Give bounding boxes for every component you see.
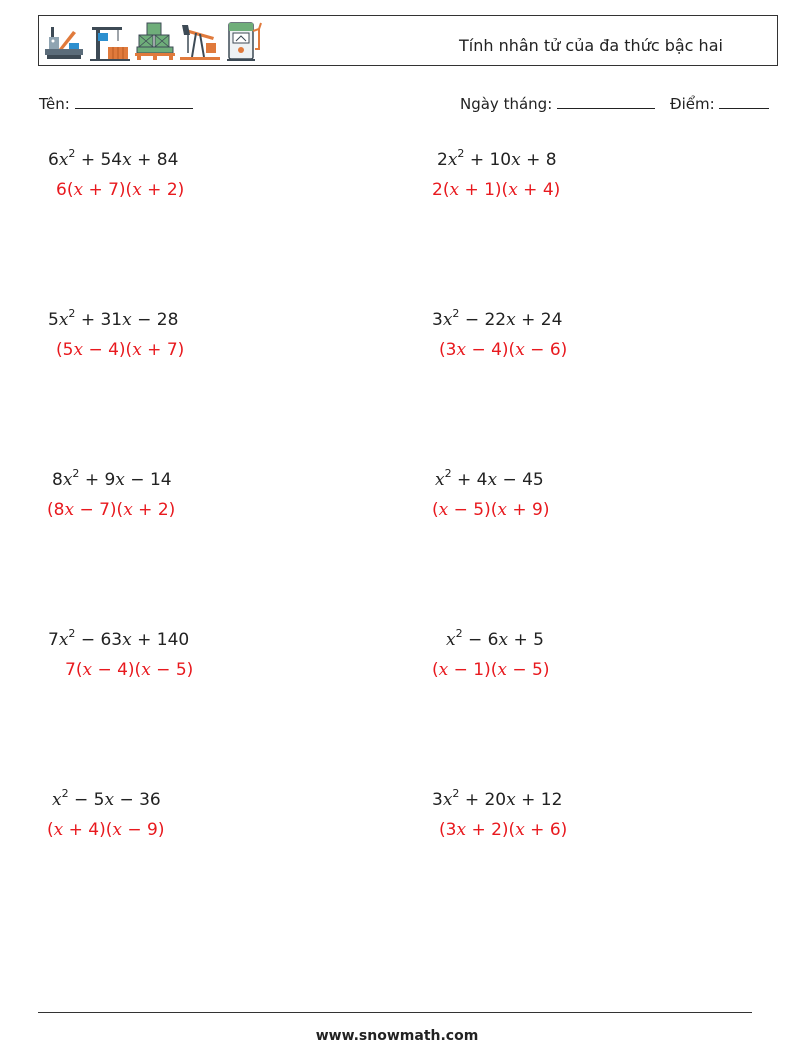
worksheet-title: Tính nhân tử của đa thức bậc hai <box>459 36 723 55</box>
problem-9 <box>47 787 165 840</box>
problem-question: $5x^2 + 31x - 28$ <box>48 307 179 330</box>
problem-question: $x^2 - 5x - 36$ <box>52 787 161 810</box>
date-label: Ngày tháng: <box>460 95 553 113</box>
score-label: Điểm: <box>670 95 715 113</box>
footer-site: www.snowmath.com <box>315 1028 479 1044</box>
problem-10 <box>432 787 568 840</box>
problem-answer: 6(x + 7)(x + 2) <box>56 180 185 200</box>
cargo-pallet-icon <box>133 19 177 63</box>
problem-question: $x^2 + 4x - 45$ <box>435 467 544 490</box>
problem-question: $x^2 - 6x + 5$ <box>446 627 544 650</box>
name-field <box>39 94 193 113</box>
problem-question: $8x^2 + 9x - 14$ <box>52 467 172 490</box>
problem-question: $7x^2 - 63x + 140$ <box>48 627 190 650</box>
problem-8 <box>432 627 550 680</box>
pump-jack-icon <box>178 19 222 63</box>
problem-6 <box>432 467 550 520</box>
problem-2 <box>432 147 561 200</box>
problem-question: $3x^2 - 22x + 24$ <box>432 307 563 330</box>
problem-1 <box>48 147 185 200</box>
score-blank[interactable] <box>719 94 769 109</box>
name-label: Tên: <box>39 95 70 113</box>
problem-answer: (3x − 4)(x − 6) <box>439 340 568 360</box>
score-field <box>670 94 769 113</box>
problem-answer: (8x − 7)(x + 2) <box>47 500 176 520</box>
problem-answer: (3x + 2)(x + 6) <box>439 820 568 840</box>
problem-3 <box>48 307 185 360</box>
crane-icon <box>88 19 132 63</box>
problem-answer: 2(x + 1)(x + 4) <box>432 180 561 200</box>
problem-answer: (x − 1)(x − 5) <box>432 660 550 680</box>
problem-5 <box>47 467 176 520</box>
problem-answer: (x − 5)(x + 9) <box>432 500 550 520</box>
footer-divider <box>38 1012 752 1013</box>
problem-question: $3x^2 + 20x + 12$ <box>432 787 563 810</box>
name-blank[interactable] <box>75 94 193 109</box>
problem-question: $2x^2 + 10x + 8$ <box>437 147 557 170</box>
date-blank[interactable] <box>557 94 655 109</box>
problem-answer: (x + 4)(x − 9) <box>47 820 165 840</box>
date-field <box>460 94 655 113</box>
problem-4 <box>432 307 568 360</box>
problem-7 <box>48 627 194 680</box>
problem-question: $6x^2 + 54x + 84$ <box>48 147 179 170</box>
problem-answer: 7(x − 4)(x − 5) <box>65 660 194 680</box>
problem-answer: (5x − 4)(x + 7) <box>56 340 185 360</box>
fuel-pump-icon <box>223 19 267 63</box>
worksheet-header <box>38 15 778 66</box>
oil-rig-icon <box>43 19 87 63</box>
